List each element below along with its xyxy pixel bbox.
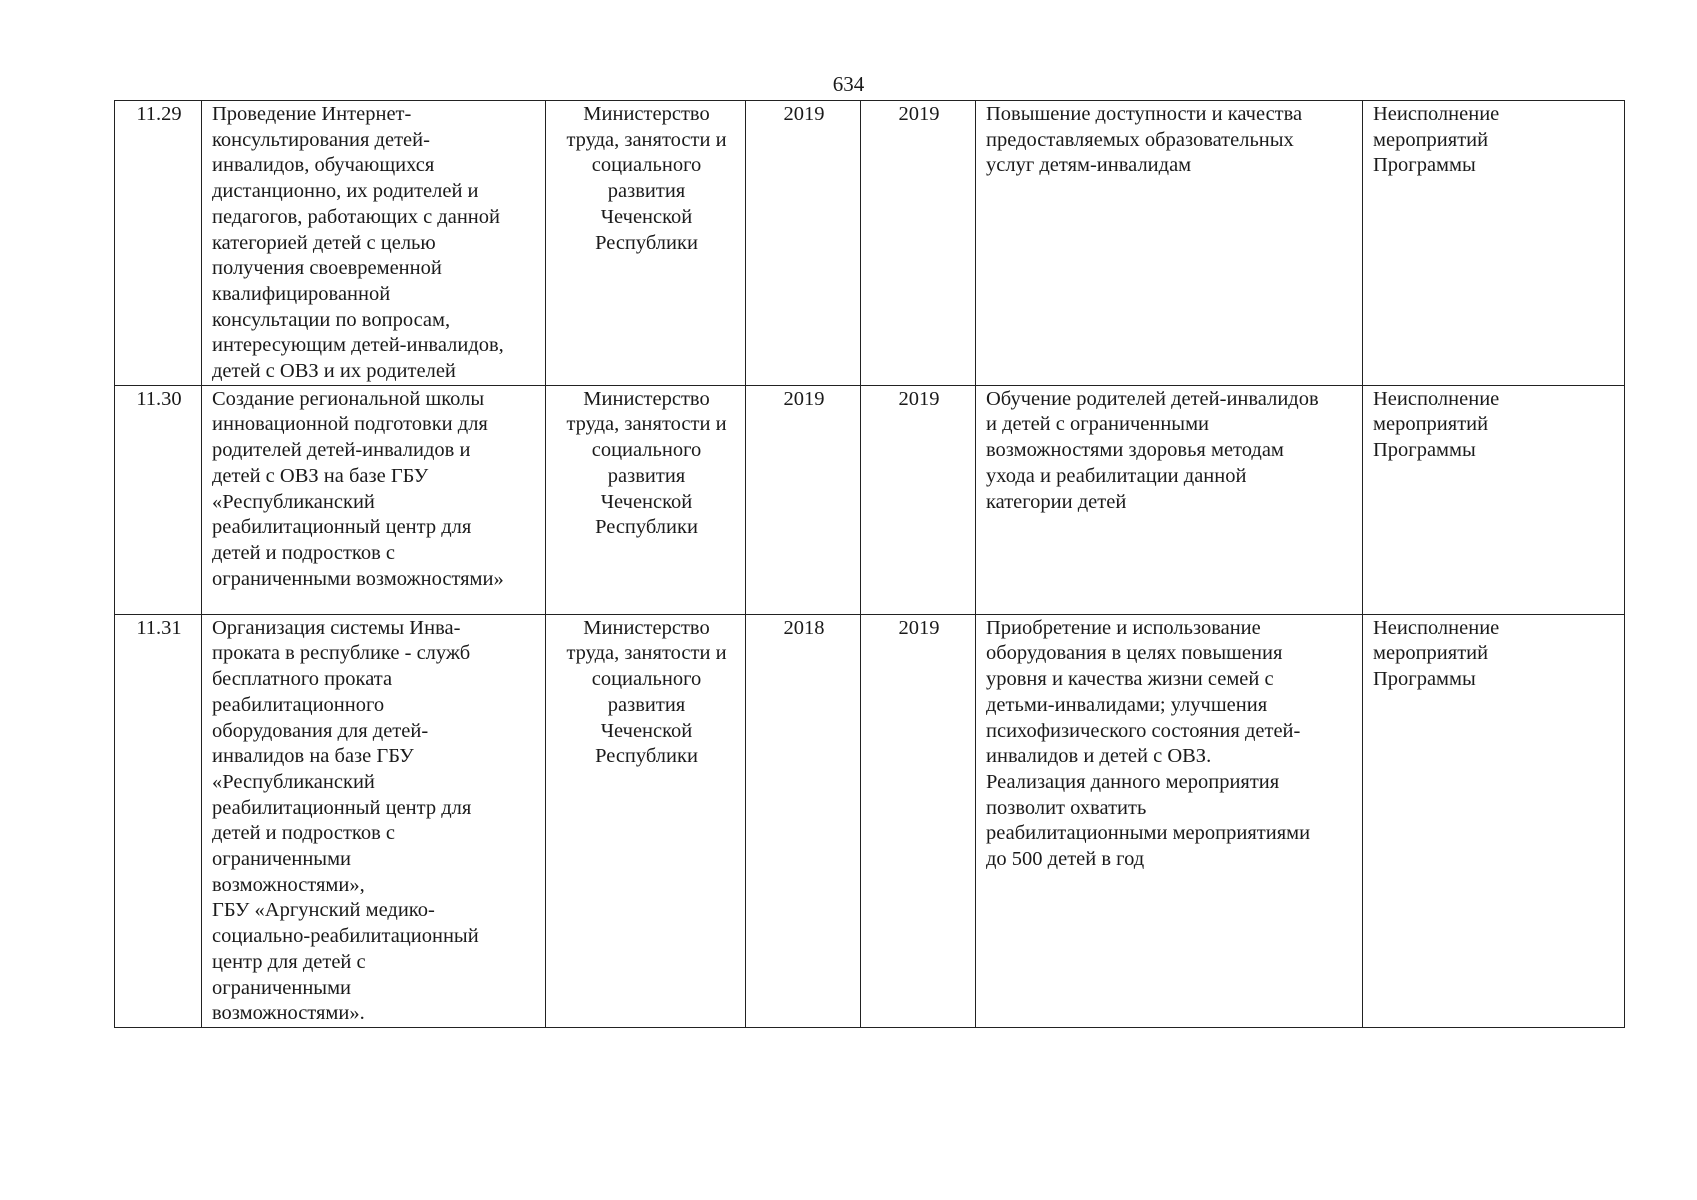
executor-cell xyxy=(546,101,746,386)
executor-line: развития xyxy=(607,464,686,487)
expected-result-line: до 500 детей в год xyxy=(986,848,1145,871)
expected-result-line: Повышение доступности и качества xyxy=(986,103,1303,125)
expected-result-line: детьми-инвалидами; улучшения xyxy=(986,693,1268,716)
table-body xyxy=(115,101,1625,1028)
executor-line: Республики xyxy=(595,516,698,539)
expected-result-cell xyxy=(976,101,1363,386)
executor-line: развития xyxy=(607,180,686,203)
expected-result-line: Обучение родителей детей-инвалидов xyxy=(986,387,1319,410)
expected-result-line: оборудования в целях повышения xyxy=(986,642,1283,665)
activity-name-line: проката в республике - служб xyxy=(212,642,471,665)
expected-result-line: предоставляемых образовательных xyxy=(986,128,1294,151)
activity-name-line: центр для детей с xyxy=(212,950,366,973)
activity-name-line: дистанционно, их родителей и xyxy=(212,180,479,203)
activity-name-line: получения своевременной xyxy=(212,257,442,280)
activity-name-line: квалифицированной xyxy=(212,282,391,305)
activity-name-line: родителей детей-инвалидов и xyxy=(212,439,471,462)
activity-name-line: ограниченными xyxy=(212,848,352,871)
activity-name-line: консультирования детей- xyxy=(212,128,430,151)
activity-name-cell xyxy=(202,101,546,386)
activity-name-line: реабилитационного xyxy=(212,693,385,716)
activity-name-line: ГБУ «Аргунский медико- xyxy=(212,899,435,922)
risk-line: Программы xyxy=(1373,668,1476,691)
executor-line: социального xyxy=(591,439,702,462)
activity-name-line: ограниченными xyxy=(212,976,352,999)
activity-name-line: детей с ОВЗ и их родителей xyxy=(212,360,456,383)
executor-line: труда, занятости и xyxy=(566,128,727,151)
expected-result-line: Приобретение и использование xyxy=(986,616,1261,639)
activity-name-line: интересующим детей-инвалидов, xyxy=(212,334,504,357)
risk-line: Неисполнение xyxy=(1373,103,1500,125)
item-number-cell: 11.31 xyxy=(115,614,202,1027)
activity-name-line: Организация системы Инва- xyxy=(212,616,461,639)
executor-cell xyxy=(546,614,746,1027)
expected-result-line: позволит охватить xyxy=(986,796,1147,819)
risk-line: мероприятий xyxy=(1373,128,1489,151)
activity-name-cell xyxy=(202,385,546,614)
expected-result-line: реабилитационными мероприятиями xyxy=(986,822,1311,845)
executor-line: социального xyxy=(591,154,702,177)
activity-name-line: консультации по вопросам, xyxy=(212,308,451,331)
risk-line: Программы xyxy=(1373,154,1476,177)
risk-line: мероприятий xyxy=(1373,413,1489,436)
item-number-cell: 11.29 xyxy=(115,101,202,386)
table-row xyxy=(115,614,1625,1027)
activity-name-line: оборудования для детей- xyxy=(212,719,429,742)
executor-line: труда, занятости и xyxy=(566,413,727,436)
activity-name-line: бесплатного проката xyxy=(212,668,393,691)
table-row xyxy=(115,385,1625,614)
risk-line: Неисполнение xyxy=(1373,616,1500,639)
executor-line: Чеченской xyxy=(600,490,693,513)
expected-result-line: и детей с ограниченными xyxy=(986,413,1210,436)
activity-name-line: детей с ОВЗ на базе ГБУ xyxy=(212,464,429,487)
expected-result-line: категории детей xyxy=(986,490,1127,513)
executor-line: Республики xyxy=(595,745,698,768)
executor-cell xyxy=(546,385,746,614)
activity-name-line: «Республиканский xyxy=(212,490,375,513)
end-year-cell: 2019 xyxy=(861,101,976,386)
end-year-cell: 2019 xyxy=(861,385,976,614)
activity-name-line: педагогов, работающих с данной xyxy=(212,205,500,228)
expected-result-line: возможностями здоровья методам xyxy=(986,439,1284,462)
risk-line: мероприятий xyxy=(1373,642,1489,665)
expected-result-line: уровня и качества жизни семей с xyxy=(986,668,1274,691)
activity-name-line: инновационной подготовки для xyxy=(212,413,488,436)
activity-name-line: инвалидов на базе ГБУ xyxy=(212,745,414,768)
expected-result-line: Реализация данного мероприятия xyxy=(986,770,1280,793)
expected-result-line: ухода и реабилитации данной xyxy=(986,464,1247,487)
executor-line: развития xyxy=(607,693,686,716)
activity-name-line: «Республиканский xyxy=(212,770,375,793)
activity-name-line: ограниченными возможностями» xyxy=(212,567,504,590)
risk-line: Программы xyxy=(1373,439,1476,462)
risk-cell xyxy=(1363,101,1625,386)
executor-line: Министерство xyxy=(583,387,710,410)
end-year-cell: 2019 xyxy=(861,614,976,1027)
activity-name-line: реабилитационный центр для xyxy=(212,516,472,539)
item-number-cell: 11.30 xyxy=(115,385,202,614)
start-year-cell: 2019 xyxy=(746,101,861,386)
activity-name-line: возможностями». xyxy=(212,1002,365,1025)
start-year-cell: 2019 xyxy=(746,385,861,614)
activity-name-line: детей и подростков с xyxy=(212,822,395,845)
expected-result-line: инвалидов и детей с ОВЗ. xyxy=(986,745,1212,768)
risk-cell xyxy=(1363,385,1625,614)
executor-line: Чеченской xyxy=(600,719,693,742)
activity-name-line: реабилитационный центр для xyxy=(212,796,472,819)
page-number: 634 xyxy=(832,72,865,96)
executor-line: Министерство xyxy=(583,616,710,639)
executor-line: труда, занятости и xyxy=(566,642,727,665)
expected-result-line: услуг детям-инвалидам xyxy=(986,154,1192,177)
expected-result-cell xyxy=(976,614,1363,1027)
activity-name-line: детей и подростков с xyxy=(212,541,395,564)
activity-name-line: Создание региональной школы xyxy=(212,387,485,410)
activity-name-line: возможностями», xyxy=(212,873,365,896)
activity-name-line: Проведение Интернет- xyxy=(212,103,412,125)
expected-result-line: психофизического состояния детей- xyxy=(986,719,1301,742)
executor-line: социального xyxy=(591,668,702,691)
risk-line: Неисполнение xyxy=(1373,387,1500,410)
table-row xyxy=(115,101,1625,386)
risk-cell xyxy=(1363,614,1625,1027)
expected-result-cell xyxy=(976,385,1363,614)
executor-line: Чеченской xyxy=(600,205,693,228)
activity-name-line: социально-реабилитационный xyxy=(212,925,479,948)
executor-line: Министерство xyxy=(583,103,710,125)
activity-name-cell xyxy=(202,614,546,1027)
activity-name-line: инвалидов, обучающихся xyxy=(212,154,435,177)
executor-line: Республики xyxy=(595,231,698,254)
program-activities-table xyxy=(114,100,1625,1028)
start-year-cell: 2018 xyxy=(746,614,861,1027)
activity-name-line: категорией детей с целью xyxy=(212,231,436,254)
